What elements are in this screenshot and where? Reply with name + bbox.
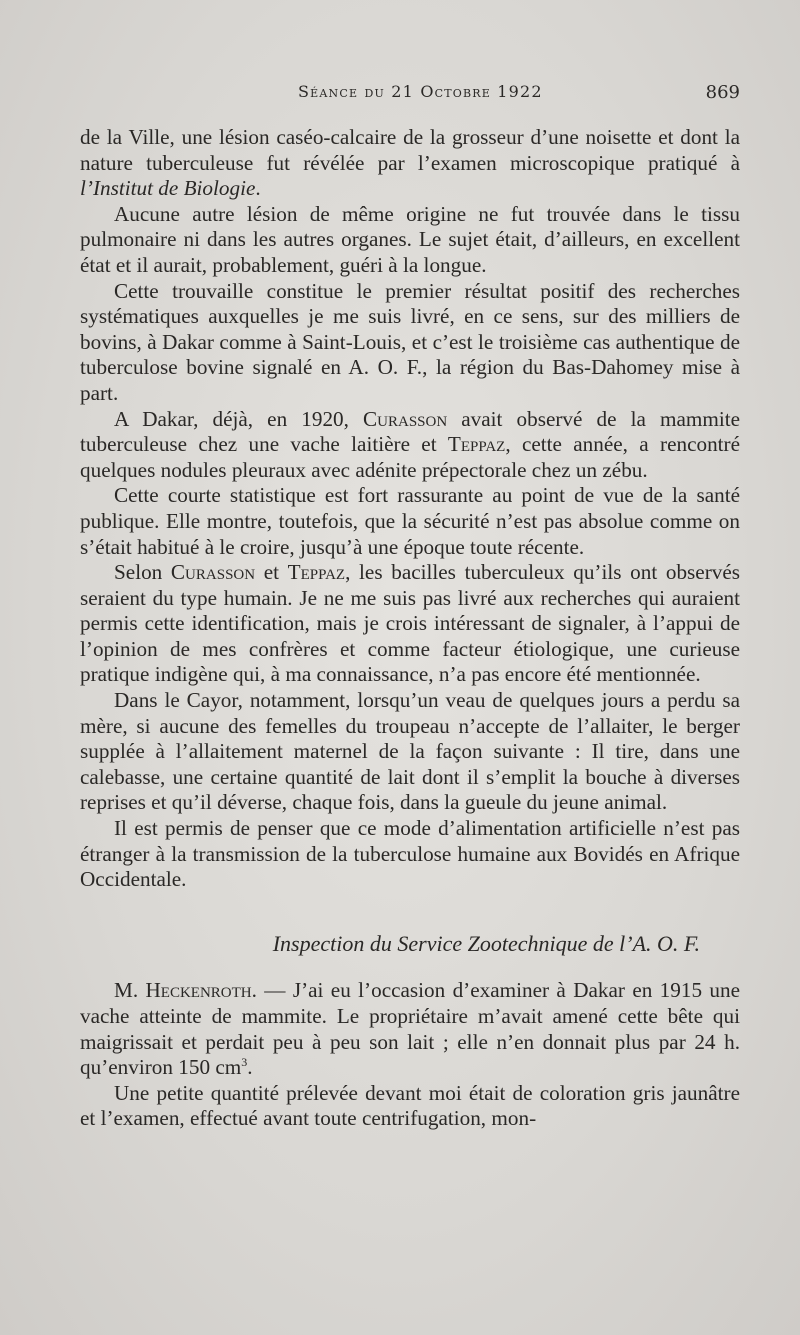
section-heading: Inspection du Service Zootechnique de l’A. O. F.	[272, 930, 700, 956]
paragraph-7: Dans le Cayor, notamment, lorsqu’un veau de quelques jours a perdu sa mère, si aucune des femelles du troupeau n’accepte de l’allaiter, le berger supplée à l’allaitement maternel de la façon suivante : Il tire, dans une calebasse, une certaine quantité de lait dont il s’emplit la bouche à diverses reprises et qu’il déverse, chaque fois, dans la gueule du jeune animal.	[80, 688, 740, 815]
paragraph-10: Une petite quantité prélevée devant moi était de coloration gris jaunâtre et l’examen, effectué avant toute centrifugation, mon-	[80, 1080, 740, 1131]
body-text	[80, 125, 740, 1132]
paragraph-4-text-c: , cette année, a rencontré quelques nodules pleuraux avec adénite prépectorale chez un zébu.	[80, 432, 741, 482]
paragraph-4-text-a: A Dakar, déjà, en 1920,	[114, 406, 364, 431]
paragraph-6-text-c: , les bacilles tuberculeux qu’ils ont observés seraient du type humain. Je ne me suis pas livré aux recherches qui auraient permis cette identification, mais je crois intéressant de signaler, à l’appui de l’opinion de mes confrères et comme facteur étiologique, une curieuse pratique indigène qui, à ma connaissance, n’a pas encore été mentionnée.	[80, 560, 741, 687]
paragraph-6-text-a: Selon	[114, 560, 171, 585]
paragraph-3: Cette trouvaille constitue le premier résultat positif des recherches systématiques auxquelles je me suis livré, en ce sens, sur des milliers de bovins, à Dakar comme à Saint-Louis, et c’est le troisième cas authentique de tuberculose bovine signalé en A. O. F., la région du Bas-Dahomey mise à part.	[80, 278, 740, 405]
paragraph-8: Il est permis de penser que ce mode d’alimentation artificielle n’est pas étranger à la transmission de la tuberculose humaine aux Bovidés en Afrique Occidentale.	[80, 816, 740, 892]
speaker-name: M. Heckenroth.	[114, 978, 257, 1003]
paragraph-4-text-b: avait observé de la mammite tuberculeuse chez une vache laitière et	[80, 406, 740, 457]
paragraph-1-text: de la Ville, une lésion caséo-calcaire de la grosseur d’une noisette et dont la nature tuberculeuse fut révélée par l’examen microscopique pratiqué à	[80, 125, 740, 175]
paragraph-1-end: .	[255, 176, 261, 201]
paragraph-9	[80, 978, 740, 1080]
author-name: Curasson	[170, 560, 256, 585]
paragraph-1	[80, 125, 740, 202]
paragraph-6	[80, 560, 740, 688]
running-title: Séance du 21 Octobre 1922	[298, 82, 543, 101]
page-header	[80, 82, 740, 112]
author-name: Curasson	[363, 406, 448, 431]
paragraph-9-end: .	[247, 1055, 253, 1080]
institute-name: l’Institut de Biologie	[80, 176, 256, 201]
paragraph-5: Cette courte statistique est fort rassurante au point de vue de la santé publique. Elle montre, toutefois, que la sécurité n’est pas absolue comme on s’était habitué à le croire, jusqu’à une époque toute récente.	[80, 483, 740, 559]
paragraph-2: Aucune autre lésion de même origine ne fut trouvée dans le tissu pulmonaire ni dans les autres organes. Le sujet était, d’ailleurs, en excellent état et il aurait, probablement, guéri à la longue.	[80, 201, 740, 277]
paragraph-4	[80, 407, 740, 484]
author-name: Teppaz	[447, 432, 506, 457]
author-name: Teppaz	[287, 560, 346, 585]
page-number: 869	[705, 82, 740, 103]
paragraph-9-text: — J’ai eu l’occasion d’examiner à Dakar en 1915 une vache atteinte de mammite. Le propriétaire m’avait amené cette bête qui maigrissait et perdait peu à peu son lait ; elle n’en donnait plus par 24 h. qu’environ 150 cm	[80, 978, 741, 1080]
paragraph-6-text-b: et	[255, 560, 288, 585]
superscript: 3	[241, 1055, 248, 1070]
